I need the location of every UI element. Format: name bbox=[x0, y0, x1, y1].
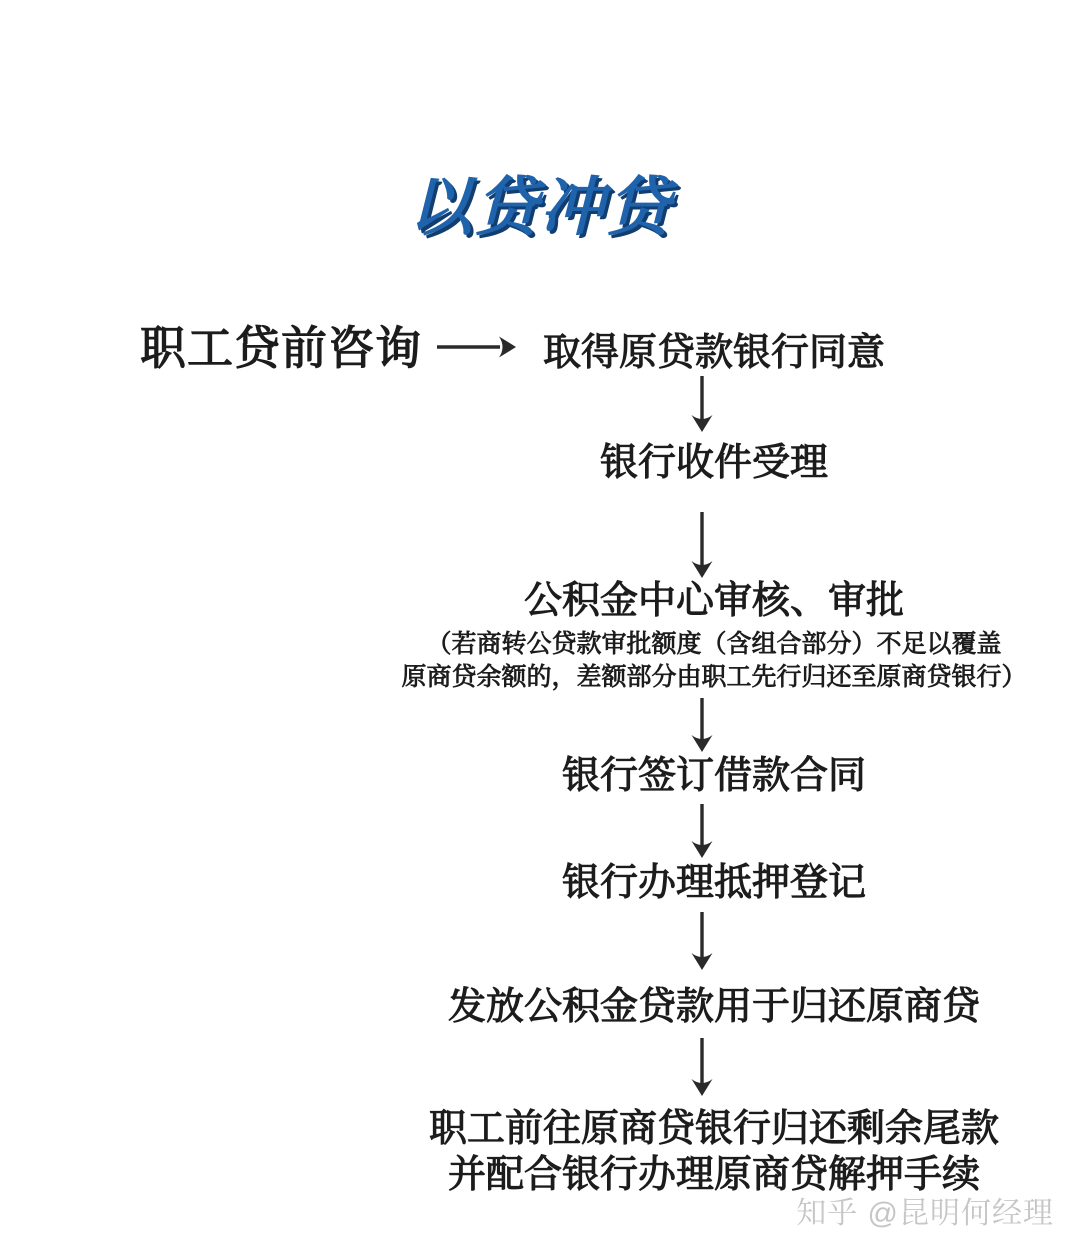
step-fund-center-review bbox=[354, 578, 1074, 694]
step-repay-remainder-line1: 职工前往原商贷银行归还剩余尾款 bbox=[428, 1108, 999, 1150]
step-review-note-line2: 原商贷余额的，差额部分由职工先行归还至原商贷银行） bbox=[401, 663, 1027, 691]
step-mortgage-registration: 银行办理抵押登记 bbox=[561, 862, 866, 904]
step-review-note-line1: （若商转公贷款审批额度（含组合部分）不足以覆盖 bbox=[426, 630, 1002, 658]
down-arrow-icon bbox=[690, 512, 714, 578]
step-disburse-fund-loan: 发放公积金贷款用于归还原商贷 bbox=[447, 986, 980, 1028]
zhihu-watermark: 知乎 @昆明何经理 bbox=[796, 1197, 1054, 1230]
step-obtain-original-bank-consent: 取得原贷款银行同意 bbox=[542, 332, 885, 374]
step-sign-loan-contract: 银行签订借款合同 bbox=[561, 755, 866, 797]
step-fund-center-review-label: 公积金中心审核、审批 bbox=[523, 580, 904, 622]
step-bank-intake: 银行收件受理 bbox=[599, 442, 828, 484]
down-arrow-icon bbox=[690, 1038, 714, 1096]
down-arrow-icon bbox=[690, 376, 714, 432]
down-arrow-icon bbox=[690, 804, 714, 858]
down-arrow-icon bbox=[690, 698, 714, 752]
step-repay-remainder-line2: 并配合银行办理原商贷解押手续 bbox=[447, 1154, 980, 1196]
step-repay-remainder-and-release bbox=[354, 1106, 1074, 1198]
page-title: 以贷冲贷 bbox=[408, 171, 672, 243]
flow-entry-consultation: 职工贷前咨询 bbox=[140, 322, 422, 374]
down-arrow-icon bbox=[690, 912, 714, 970]
